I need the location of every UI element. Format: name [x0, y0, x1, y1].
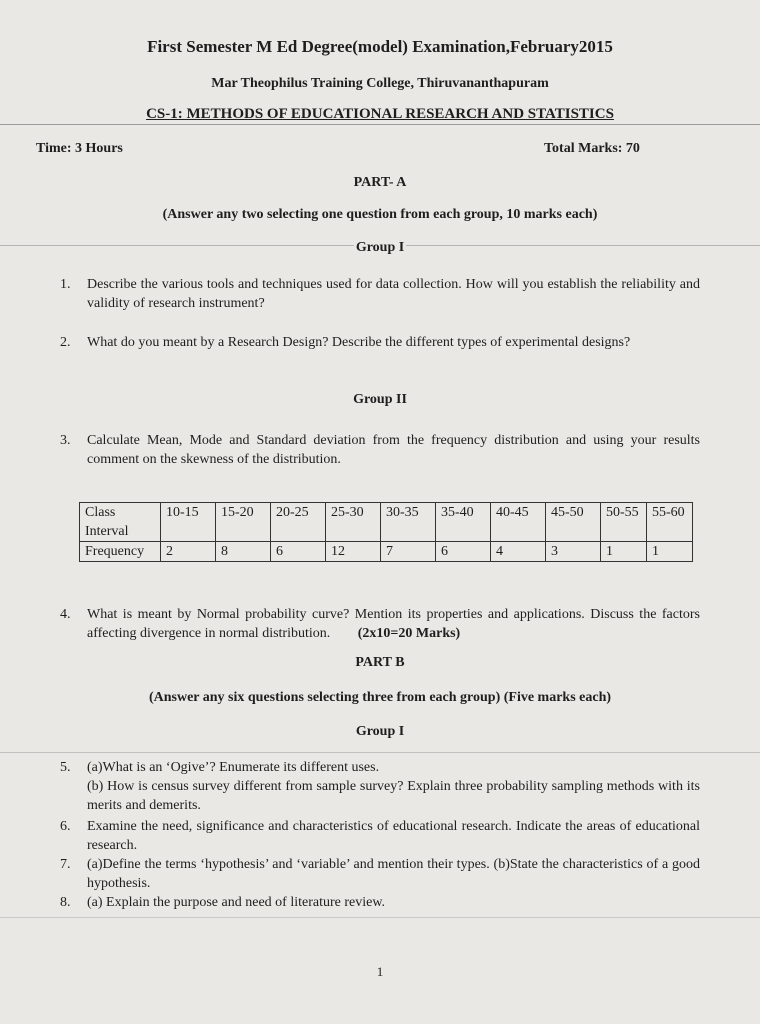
question-8 — [60, 893, 700, 912]
part-a-group-1-label: Group I — [355, 240, 405, 255]
interval-cell: 25-30 — [326, 503, 381, 542]
interval-cell: 30-35 — [381, 503, 436, 542]
frequency-cell: 1 — [601, 542, 647, 562]
question-number: 7. — [60, 857, 71, 872]
question-5 — [60, 758, 700, 815]
frequency-cell: 8 — [216, 542, 271, 562]
question-number: 6. — [60, 819, 71, 834]
question-number: 1. — [60, 277, 71, 292]
question-text: Examine the need, significance and characteristics of educational research. Indicate the areas of educational research. — [87, 819, 700, 853]
question-text: (a) Explain the purpose and need of literature review. — [87, 895, 386, 910]
interval-cell: 10-15 — [161, 503, 216, 542]
frequency-cell: 2 — [161, 542, 216, 562]
part-a-title: PART- A — [353, 175, 407, 190]
exam-title: First Semester M Ed Degree(model) Examination,February2015 — [147, 37, 613, 56]
question-3 — [60, 431, 700, 469]
exam-time: Time: 3 Hours — [36, 141, 123, 156]
frequency-cell: 12 — [326, 542, 381, 562]
paper-title — [0, 106, 760, 123]
question-1 — [60, 275, 700, 313]
question-text: Calculate Mean, Mode and Standard deviation from the frequency distribution and using your results comment on the skewness of the distribution. — [87, 433, 700, 467]
interval-cell: 55-60 — [647, 503, 693, 542]
question-number: 5. — [60, 760, 71, 775]
question-text: What do you meant by a Research Design? Describe the different types of experimental designs? — [87, 335, 631, 350]
question-2 — [60, 333, 700, 352]
interval-cell: 50-55 — [601, 503, 647, 542]
frequency-cell: 4 — [491, 542, 546, 562]
question-text: Describe the various tools and techniques used for data collection. How will you establish the reliability and validity of research instrument? — [87, 277, 700, 311]
question-number: 2. — [60, 335, 71, 350]
part-b-group-1: Group I — [355, 724, 405, 739]
interval-cell: 45-50 — [546, 503, 601, 542]
frequency-row — [80, 542, 693, 562]
bottom-divider — [0, 917, 760, 918]
question-4-text: What is meant by Normal probability curve? Mention its properties and applications. Discuss the factors affecting divergence in normal distribution. — [87, 607, 700, 641]
question-text — [87, 605, 700, 643]
interval-cell: 40-45 — [491, 503, 546, 542]
page-number: 1 — [376, 964, 384, 979]
paper-title-text: CS-1: METHODS OF EDUCATIONAL RESEARCH AND STATISTICS — [146, 106, 614, 122]
question-5a: (a)What is an ‘Ogive’? Enumerate its different uses. — [87, 760, 380, 775]
frequency-cell: 6 — [271, 542, 326, 562]
frequency-table — [79, 502, 693, 562]
part-b-divider — [0, 752, 760, 753]
part-b-instruction: (Answer any six questions selecting three from each group) (Five marks each) — [148, 690, 612, 705]
question-text: (a)Define the terms ‘hypothesis’ and ‘variable’ and mention their types. (b)State the characteristics of a good hypothesis. — [87, 857, 700, 891]
class-interval-row — [80, 503, 693, 542]
question-7 — [60, 855, 700, 893]
part-b-title: PART B — [355, 655, 405, 670]
interval-cell: 15-20 — [216, 503, 271, 542]
question-5b: (b) How is census survey different from sample survey? Explain three probability sampling methods with its merits and demerits. — [87, 779, 700, 813]
question-number: 3. — [60, 433, 71, 448]
frequency-cell: 1 — [647, 542, 693, 562]
frequency-cell: 6 — [436, 542, 491, 562]
question-6 — [60, 817, 700, 855]
interval-cell: 35-40 — [436, 503, 491, 542]
part-a-group-2: Group II — [353, 392, 407, 407]
header-divider — [0, 124, 760, 125]
frequency-cell: 7 — [381, 542, 436, 562]
part-a-marks: (2x10=20 Marks) — [357, 626, 461, 641]
row-label-class-interval: Class Interval — [80, 503, 161, 542]
question-text — [87, 758, 700, 815]
total-marks: Total Marks: 70 — [544, 141, 640, 156]
question-4 — [60, 605, 700, 643]
college-name: Mar Theophilus Training College, Thiruvananthapuram — [211, 76, 549, 91]
question-number: 8. — [60, 895, 71, 910]
row-label-frequency: Frequency — [80, 542, 161, 562]
question-number: 4. — [60, 607, 71, 622]
part-a-instruction: (Answer any two selecting one question from each group, 10 marks each) — [162, 207, 598, 222]
interval-cell: 20-25 — [271, 503, 326, 542]
part-a-group-1 — [0, 240, 760, 256]
frequency-cell: 3 — [546, 542, 601, 562]
